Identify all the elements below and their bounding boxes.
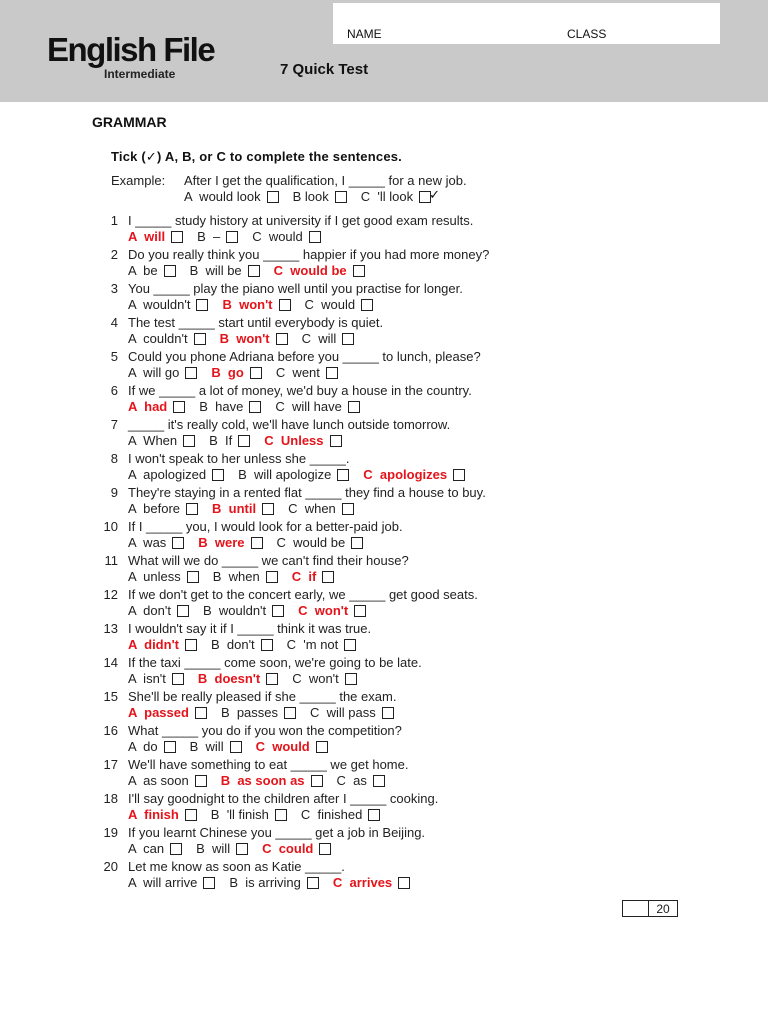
- answer-checkbox[interactable]: [172, 537, 184, 549]
- answer-checkbox[interactable]: [172, 673, 184, 685]
- answer-option: [198, 672, 278, 685]
- test-title: 7 Quick Test: [280, 61, 369, 78]
- question-text: What _____ you do if you won the competition?: [128, 723, 402, 738]
- answer-option: [128, 230, 183, 243]
- answer-checkbox[interactable]: [272, 605, 284, 617]
- answer-option: [275, 400, 359, 413]
- answer-checkbox[interactable]: [453, 469, 465, 481]
- answer-checkbox[interactable]: [230, 741, 242, 753]
- option-label: A don't: [128, 603, 171, 618]
- answer-checkbox[interactable]: [164, 265, 176, 277]
- answer-option: [128, 332, 206, 345]
- question-options: [128, 536, 377, 549]
- answer-checkbox[interactable]: [238, 435, 250, 447]
- name-label: NAME: [347, 27, 382, 41]
- question-text: Do you really think you _____ happier if you had more money?: [128, 247, 490, 262]
- option-label: B don't: [210, 637, 255, 652]
- question-number: 14: [103, 655, 118, 670]
- answer-checkbox[interactable]: [330, 435, 342, 447]
- option-label: C when: [288, 501, 336, 516]
- answer-option: [256, 740, 328, 753]
- answer-option: [128, 434, 195, 447]
- answer-option: [292, 570, 335, 583]
- question-text: We'll have something to eat _____ we get home.: [128, 757, 409, 772]
- question-options: [128, 774, 399, 787]
- answer-checkbox[interactable]: [348, 401, 360, 413]
- option-label: C could: [262, 841, 314, 856]
- option-label: C arrives: [332, 875, 393, 890]
- answer-checkbox[interactable]: [322, 571, 334, 583]
- option-label: C would be: [273, 263, 347, 278]
- answer-option: [305, 298, 374, 311]
- question-number: 2: [110, 247, 118, 262]
- option-label: A wouldn't: [128, 297, 191, 312]
- question-options: [128, 468, 479, 481]
- option-label: A isn't: [128, 671, 166, 686]
- option-label: B when: [212, 569, 260, 584]
- question-options: [128, 808, 394, 821]
- option-label: C 'll look: [360, 189, 414, 204]
- option-label: B –: [197, 229, 221, 244]
- answer-option: [128, 604, 189, 617]
- option-label: B won't: [222, 297, 273, 312]
- answer-checkbox[interactable]: [267, 191, 279, 203]
- option-label: A didn't: [128, 637, 179, 652]
- question-text: Could you phone Adriana before you _____ to lunch, please?: [128, 349, 481, 364]
- instruction: Tick (✓) A, B, or C to complete the sentences.: [111, 149, 402, 164]
- answer-option: [302, 332, 355, 345]
- answer-option: [128, 638, 197, 651]
- answer-checkbox[interactable]: [203, 877, 215, 889]
- option-label: A be: [128, 263, 158, 278]
- option-label: A will: [128, 229, 166, 244]
- answer-checkbox[interactable]: [311, 775, 323, 787]
- tick-icon: ✓: [429, 186, 440, 202]
- answer-checkbox[interactable]: [248, 265, 260, 277]
- answer-option: [128, 672, 184, 685]
- question-number: 20: [103, 859, 118, 874]
- answer-option: [203, 604, 284, 617]
- option-label: B If: [209, 433, 233, 448]
- logo-title: English File: [47, 31, 215, 68]
- answer-checkbox[interactable]: [276, 333, 288, 345]
- answer-checkbox[interactable]: [194, 333, 206, 345]
- question-text: If you learnt Chinese you _____ get a job in Beijing.: [128, 825, 426, 840]
- answer-checkbox[interactable]: [309, 231, 321, 243]
- question-options: [128, 672, 371, 685]
- answer-checkbox[interactable]: [236, 843, 248, 855]
- question-options: [128, 400, 374, 413]
- option-label: B will: [189, 739, 224, 754]
- question-text: She'll be really pleased if she _____ the exam.: [128, 689, 397, 704]
- option-label: B 'll finish: [210, 807, 269, 822]
- option-label: C apologizes: [363, 467, 448, 482]
- answer-checkbox[interactable]: [177, 605, 189, 617]
- score-total: 20: [656, 902, 670, 916]
- answer-option: [128, 400, 185, 413]
- answer-checkbox[interactable]: [173, 401, 185, 413]
- answer-checkbox[interactable]: [187, 571, 199, 583]
- option-label: C went: [275, 365, 320, 380]
- answer-option: [209, 434, 250, 447]
- question-text: I wouldn't say it if I _____ think it was true.: [128, 621, 372, 636]
- answer-option: [128, 570, 199, 583]
- answer-checkbox[interactable]: [196, 299, 208, 311]
- answer-option: [287, 638, 357, 651]
- answer-checkbox[interactable]: [249, 401, 261, 413]
- answer-checkbox[interactable]: [307, 877, 319, 889]
- score-box: [622, 900, 678, 917]
- answer-option: [292, 672, 357, 685]
- section-title: GRAMMAR: [92, 114, 167, 130]
- option-label: A before: [128, 501, 181, 516]
- answer-option: [288, 502, 354, 515]
- logo-subtitle: Intermediate: [104, 67, 176, 81]
- answer-option: [128, 876, 215, 889]
- question-number: 7: [110, 417, 118, 432]
- question-options: [128, 264, 379, 277]
- answer-checkbox[interactable]: [226, 231, 238, 243]
- question-options: [128, 230, 335, 243]
- answer-checkbox[interactable]: [373, 775, 385, 787]
- answer-option: [212, 502, 274, 515]
- question-number: 18: [103, 791, 118, 806]
- answer-option: [128, 774, 207, 787]
- option-label: B will apologize: [238, 467, 332, 482]
- option-label: C would: [252, 229, 303, 244]
- answer-checkbox[interactable]: [344, 639, 356, 651]
- answer-checkbox[interactable]: [342, 503, 354, 515]
- option-label: A will arrive: [128, 875, 198, 890]
- answer-checkbox[interactable]: [419, 186, 440, 203]
- option-label: A do: [128, 739, 158, 754]
- answer-checkbox[interactable]: [284, 707, 296, 719]
- answer-checkbox[interactable]: [266, 673, 278, 685]
- question-options: [128, 502, 368, 515]
- answer-checkbox[interactable]: [183, 435, 195, 447]
- answer-checkbox[interactable]: [361, 299, 373, 311]
- answer-checkbox[interactable]: [382, 707, 394, 719]
- name-class-box: [333, 3, 720, 44]
- answer-option: [301, 808, 380, 821]
- example-sentence: After I get the qualification, I _____ for a new job.: [184, 173, 467, 188]
- answer-option: [298, 604, 366, 617]
- option-label: A When: [128, 433, 178, 448]
- class-label: CLASS: [567, 27, 607, 41]
- answer-option: [128, 264, 176, 277]
- question-options: [128, 570, 348, 583]
- question-number: 1: [110, 213, 118, 228]
- question-number: 11: [104, 553, 118, 568]
- question-text: Let me know as soon as Katie _____.: [128, 859, 345, 874]
- option-label: B won't: [219, 331, 270, 346]
- answer-option: [199, 400, 261, 413]
- question-options: [128, 638, 370, 651]
- option-label: B is arriving: [229, 875, 301, 890]
- option-label: B until: [212, 501, 257, 516]
- question-options: [128, 842, 345, 855]
- answer-checkbox[interactable]: [262, 503, 274, 515]
- question-number: 17: [103, 757, 118, 772]
- question-number: 8: [110, 451, 118, 466]
- answer-option: [190, 740, 242, 753]
- answer-checkbox[interactable]: [266, 571, 278, 583]
- question-options: [128, 604, 380, 617]
- answer-option: [211, 366, 262, 379]
- option-label: C will: [301, 331, 337, 346]
- answer-option: [276, 366, 338, 379]
- answer-option: [128, 366, 197, 379]
- answer-option: [220, 332, 288, 345]
- answer-option: [310, 706, 394, 719]
- answer-checkbox[interactable]: [170, 843, 182, 855]
- option-label: B doesn't: [197, 671, 261, 686]
- question-text: _____ it's really cold, we'll have lunch outside tomorrow.: [128, 417, 451, 432]
- answer-option: [211, 638, 273, 651]
- option-label: B have: [199, 399, 244, 414]
- question-options: [128, 434, 356, 447]
- answer-option: [184, 190, 279, 203]
- answer-checkbox[interactable]: [368, 809, 380, 821]
- option-label: A finish: [128, 807, 179, 822]
- answer-checkbox[interactable]: [261, 639, 273, 651]
- answer-option: [128, 468, 224, 481]
- answer-option: [128, 536, 184, 549]
- option-label: C 'm not: [286, 637, 339, 652]
- answer-checkbox[interactable]: [335, 191, 347, 203]
- answer-option: [128, 298, 208, 311]
- option-label: C would: [304, 297, 356, 312]
- option-label: C Unless: [264, 433, 324, 448]
- option-label: B passes: [220, 705, 279, 720]
- answer-checkbox[interactable]: [326, 367, 338, 379]
- option-label: A passed: [128, 705, 189, 720]
- answer-option: [360, 186, 440, 204]
- question-number: 5: [110, 349, 118, 364]
- answer-checkbox[interactable]: [185, 639, 197, 651]
- answer-checkbox[interactable]: [186, 503, 198, 515]
- answer-checkbox[interactable]: [345, 673, 357, 685]
- question-text: I'll say goodnight to the children after I _____ cooking.: [128, 791, 439, 806]
- answer-checkbox[interactable]: [212, 469, 224, 481]
- answer-option: [211, 808, 287, 821]
- answer-option: [229, 876, 319, 889]
- answer-option: [213, 570, 278, 583]
- option-label: A unless: [128, 569, 181, 584]
- answer-checkbox[interactable]: [195, 707, 207, 719]
- question-number: 3: [110, 281, 118, 296]
- question-options: [128, 740, 342, 753]
- option-label: A as soon: [128, 773, 189, 788]
- answer-checkbox[interactable]: [353, 265, 365, 277]
- option-label: B will: [196, 841, 231, 856]
- option-label: B will be: [189, 263, 242, 278]
- option-label: C won't: [292, 671, 339, 686]
- question-text: I won't speak to her unless she _____.: [128, 451, 350, 466]
- answer-option: [221, 706, 296, 719]
- option-label: A can: [128, 841, 165, 856]
- option-label: A will go: [128, 365, 180, 380]
- question-options: [128, 298, 387, 311]
- answer-checkbox[interactable]: [316, 741, 328, 753]
- answer-checkbox[interactable]: [351, 537, 363, 549]
- answer-option: [198, 536, 262, 549]
- answer-option: [262, 842, 331, 855]
- example-options: [184, 186, 445, 204]
- question-number: 6: [110, 383, 118, 398]
- answer-checkbox[interactable]: [171, 231, 183, 243]
- answer-option: [221, 774, 323, 787]
- answer-option: [197, 230, 238, 243]
- option-label: C as: [336, 773, 367, 788]
- answer-option: [190, 264, 260, 277]
- option-label: B go: [211, 365, 244, 380]
- option-label: B wouldn't: [202, 603, 267, 618]
- answer-option: [333, 876, 410, 889]
- question-options: [128, 706, 408, 719]
- question-number: 19: [103, 825, 118, 840]
- answer-checkbox[interactable]: [185, 809, 197, 821]
- answer-option: [128, 740, 176, 753]
- option-label: B as soon as: [220, 773, 305, 788]
- option-label: C finished: [300, 807, 363, 822]
- answer-checkbox[interactable]: [275, 809, 287, 821]
- question-text: If the taxi _____ come soon, we're going to be late.: [128, 655, 422, 670]
- question-text: If I _____ you, I would look for a better-paid job.: [128, 519, 403, 534]
- question-options: [128, 876, 424, 889]
- question-text: They're staying in a rented flat _____ they find a house to buy.: [128, 485, 486, 500]
- question-number: 4: [110, 315, 118, 330]
- answer-option: [128, 842, 182, 855]
- answer-checkbox[interactable]: [354, 605, 366, 617]
- option-label: A apologized: [128, 467, 207, 482]
- option-label: C would be: [276, 535, 346, 550]
- option-label: B were: [198, 535, 245, 550]
- answer-checkbox[interactable]: [319, 843, 331, 855]
- answer-option: [128, 502, 198, 515]
- answer-checkbox[interactable]: [398, 877, 410, 889]
- answer-checkbox[interactable]: [279, 299, 291, 311]
- question-text: You _____ play the piano well until you practise for longer.: [128, 281, 463, 296]
- question-options: [128, 332, 368, 345]
- question-text: The test _____ start until everybody is quiet.: [128, 315, 384, 330]
- question-number: 10: [103, 519, 118, 534]
- question-number: 16: [103, 723, 118, 738]
- answer-checkbox[interactable]: [342, 333, 354, 345]
- answer-option: [252, 230, 321, 243]
- option-label: C won't: [298, 603, 349, 618]
- question-text: What will we do _____ we can't find their house?: [128, 553, 409, 568]
- answer-checkbox[interactable]: [251, 537, 263, 549]
- example-label: Example:: [111, 173, 166, 188]
- answer-option: [238, 468, 349, 481]
- question-text: If we _____ a lot of money, we'd buy a house in the country.: [128, 383, 472, 398]
- answer-option: [264, 434, 341, 447]
- question-options: [128, 366, 352, 379]
- answer-option: [363, 468, 465, 481]
- question-text: I _____ study history at university if I get good exam results.: [128, 213, 474, 228]
- option-label: A would look: [184, 189, 261, 204]
- question-number: 12: [103, 587, 118, 602]
- answer-checkbox[interactable]: [164, 741, 176, 753]
- answer-checkbox[interactable]: [195, 775, 207, 787]
- answer-option: [128, 808, 197, 821]
- question-text: If we don't get to the concert early, we _____ get good seats.: [128, 587, 478, 602]
- option-label: C will have: [275, 399, 342, 414]
- question-number: 9: [110, 485, 118, 500]
- option-label: C will pass: [310, 705, 376, 720]
- answer-option: [337, 774, 385, 787]
- answer-option: [274, 264, 365, 277]
- option-label: A couldn't: [128, 331, 188, 346]
- answer-checkbox[interactable]: [250, 367, 262, 379]
- option-label: A had: [128, 399, 168, 414]
- question-number: 13: [103, 621, 118, 636]
- option-label: C if: [291, 569, 317, 584]
- option-label: A was: [128, 535, 167, 550]
- answer-checkbox[interactable]: [337, 469, 349, 481]
- answer-option: [293, 190, 347, 203]
- question-number: 15: [103, 689, 118, 704]
- answer-option: [196, 842, 248, 855]
- option-label: B look: [292, 189, 329, 204]
- answer-checkbox[interactable]: [185, 367, 197, 379]
- option-label: C would: [255, 739, 310, 754]
- answer-option: [277, 536, 364, 549]
- answer-option: [128, 706, 207, 719]
- answer-option: [222, 298, 290, 311]
